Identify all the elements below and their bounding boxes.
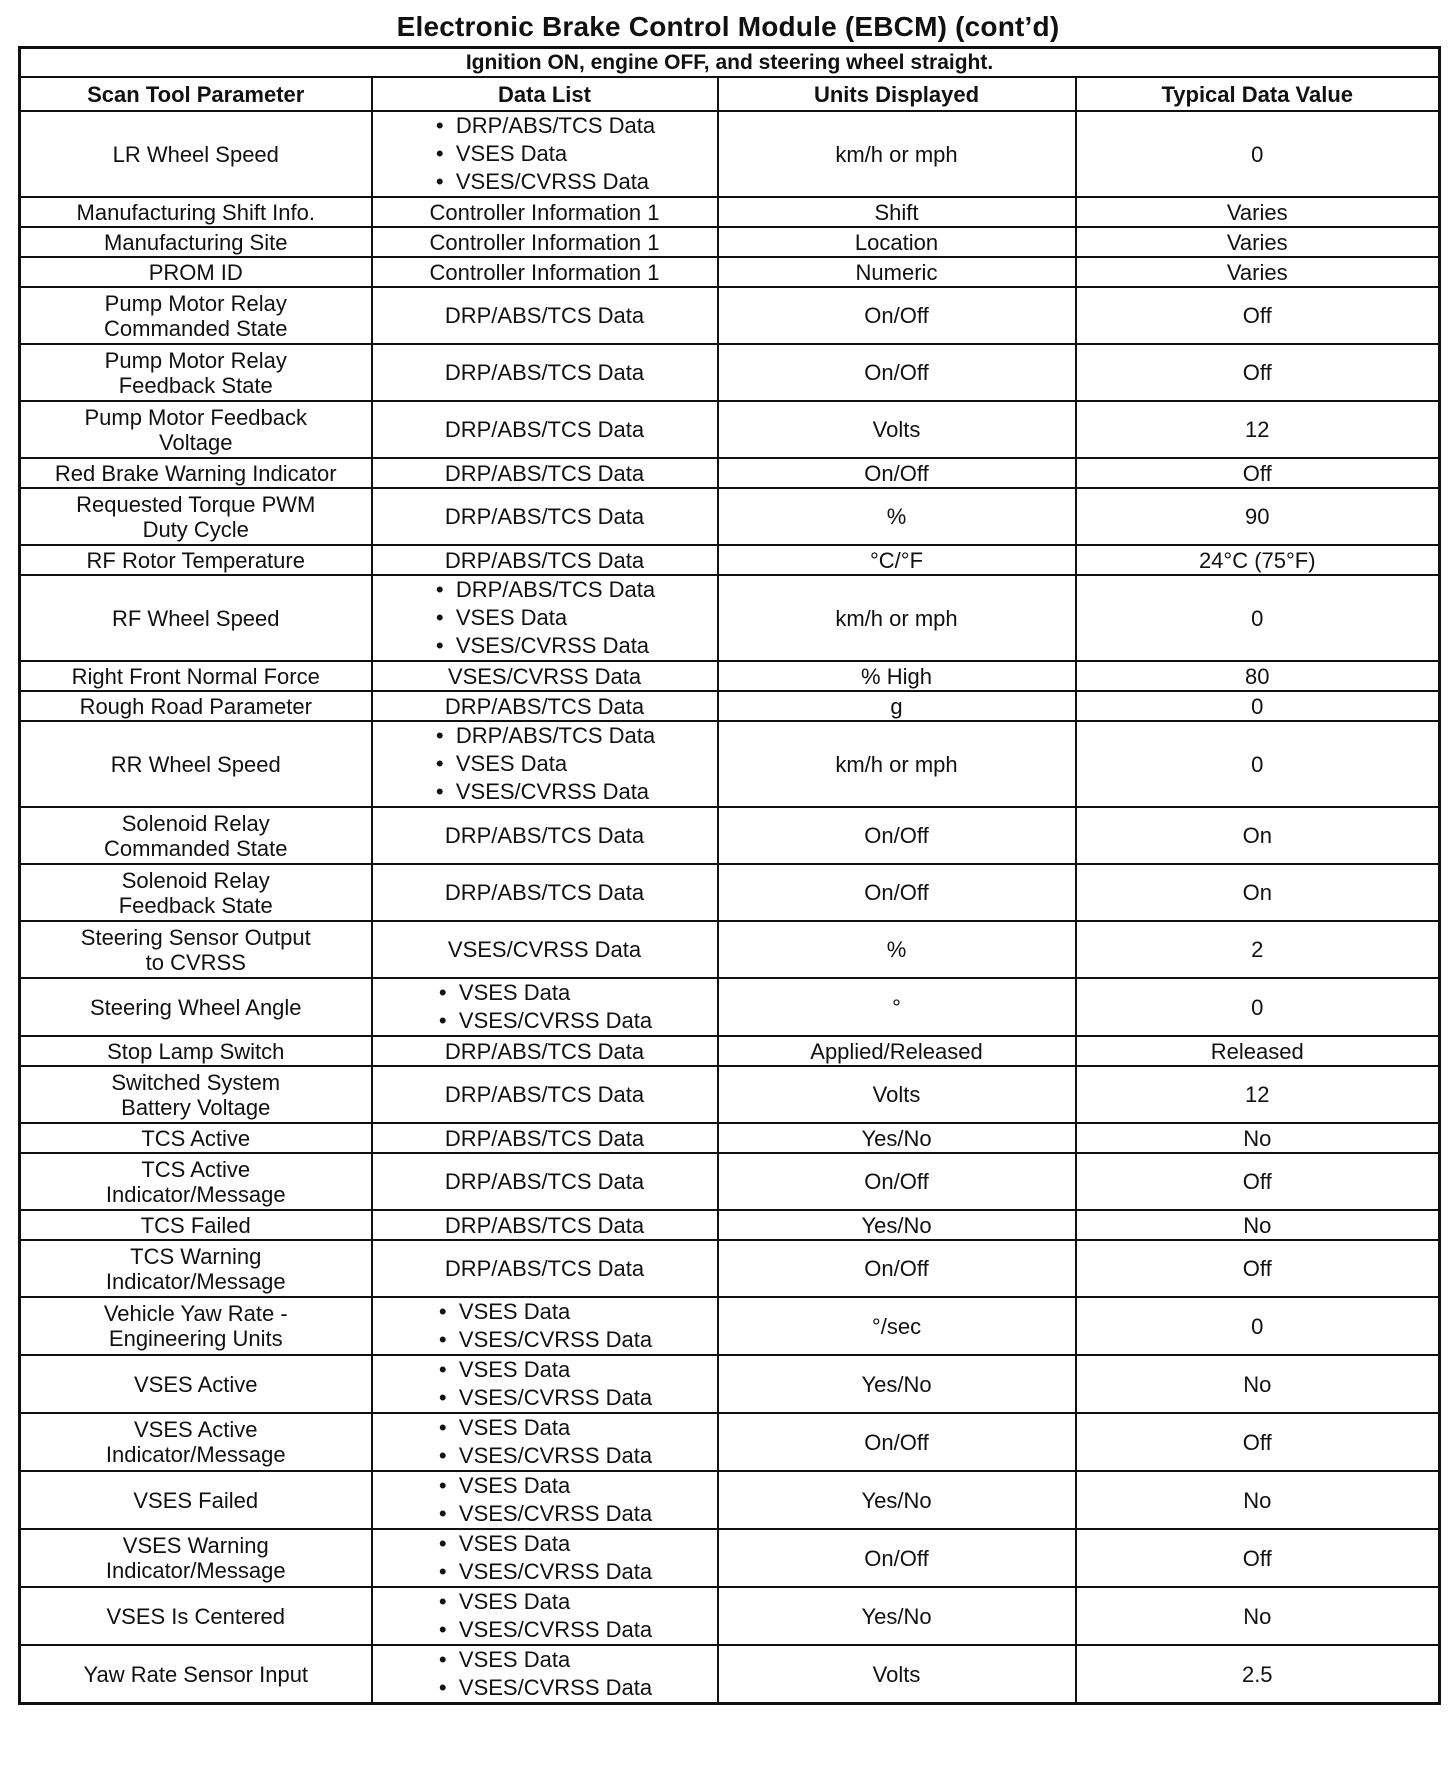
cell-data-list: DRP/ABS/TCS Data xyxy=(372,401,718,458)
cell-parameter: TCS Warning Indicator/Message xyxy=(20,1240,372,1297)
cell-typical-value: No xyxy=(1076,1587,1440,1645)
cell-units-displayed: Yes/No xyxy=(718,1355,1076,1413)
table-row xyxy=(20,1123,1440,1153)
cell-data-list xyxy=(372,1529,718,1587)
cell-data-list: DRP/ABS/TCS Data xyxy=(372,1036,718,1066)
cell-typical-value: Varies xyxy=(1076,197,1440,227)
table-row xyxy=(20,287,1440,344)
cell-units-displayed: % xyxy=(718,921,1076,978)
cell-data-list: DRP/ABS/TCS Data xyxy=(372,488,718,545)
cell-parameter: LR Wheel Speed xyxy=(20,111,372,197)
cell-parameter: Solenoid Relay Commanded State xyxy=(20,807,372,864)
table-row xyxy=(20,545,1440,575)
cell-typical-value: 80 xyxy=(1076,661,1440,691)
data-list-item: • VSES Data xyxy=(437,1414,652,1442)
cell-parameter: TCS Active Indicator/Message xyxy=(20,1153,372,1210)
cell-data-list xyxy=(372,1471,718,1529)
table-row xyxy=(20,1297,1440,1355)
cell-typical-value: No xyxy=(1076,1210,1440,1240)
cell-parameter: VSES Is Centered xyxy=(20,1587,372,1645)
cell-units-displayed: On/Off xyxy=(718,864,1076,921)
cell-parameter: Right Front Normal Force xyxy=(20,661,372,691)
data-list-item: • VSES Data xyxy=(437,1356,652,1384)
cell-parameter: TCS Active xyxy=(20,1123,372,1153)
cell-typical-value: 0 xyxy=(1076,575,1440,661)
cell-units-displayed: Yes/No xyxy=(718,1210,1076,1240)
cell-units-displayed: Volts xyxy=(718,401,1076,458)
cell-units-displayed: Yes/No xyxy=(718,1123,1076,1153)
cell-parameter: Manufacturing Site xyxy=(20,227,372,257)
cell-parameter: Manufacturing Shift Info. xyxy=(20,197,372,227)
data-list-bullets xyxy=(437,1356,652,1412)
cell-data-list: DRP/ABS/TCS Data xyxy=(372,344,718,401)
table-row xyxy=(20,197,1440,227)
table-row xyxy=(20,978,1440,1036)
data-list-item: • VSES/CVRSS Data xyxy=(437,1558,652,1586)
cell-parameter: Rough Road Parameter xyxy=(20,691,372,721)
cell-typical-value: No xyxy=(1076,1471,1440,1529)
cell-typical-value: 90 xyxy=(1076,488,1440,545)
cell-typical-value: Off xyxy=(1076,1529,1440,1587)
cell-typical-value: 0 xyxy=(1076,721,1440,807)
data-list-bullets xyxy=(434,576,655,660)
table-row xyxy=(20,921,1440,978)
cell-units-displayed: On/Off xyxy=(718,1153,1076,1210)
cell-typical-value: Off xyxy=(1076,1240,1440,1297)
table-row xyxy=(20,1529,1440,1587)
cell-units-displayed: Yes/No xyxy=(718,1587,1076,1645)
cell-parameter: Requested Torque PWM Duty Cycle xyxy=(20,488,372,545)
table-row xyxy=(20,1471,1440,1529)
cell-typical-value: Released xyxy=(1076,1036,1440,1066)
table-row xyxy=(20,864,1440,921)
data-list-item: • VSES/CVRSS Data xyxy=(437,1616,652,1644)
cell-units-displayed: km/h or mph xyxy=(718,575,1076,661)
cell-data-list: DRP/ABS/TCS Data xyxy=(372,545,718,575)
cell-parameter: VSES Failed xyxy=(20,1471,372,1529)
data-list-bullets xyxy=(437,1588,652,1644)
cell-data-list xyxy=(372,978,718,1036)
cell-data-list: DRP/ABS/TCS Data xyxy=(372,1066,718,1123)
table-row xyxy=(20,1153,1440,1210)
cell-data-list: VSES/CVRSS Data xyxy=(372,661,718,691)
cell-parameter: Red Brake Warning Indicator xyxy=(20,458,372,488)
table-row xyxy=(20,227,1440,257)
cell-parameter: Vehicle Yaw Rate - Engineering Units xyxy=(20,1297,372,1355)
table-row xyxy=(20,458,1440,488)
cell-parameter: PROM ID xyxy=(20,257,372,287)
cell-units-displayed: On/Off xyxy=(718,807,1076,864)
cell-data-list xyxy=(372,1645,718,1704)
cell-typical-value: 12 xyxy=(1076,401,1440,458)
cell-typical-value: Varies xyxy=(1076,257,1440,287)
data-list-bullets xyxy=(434,722,655,806)
document-title: Electronic Brake Control Module (EBCM) (cont’d) xyxy=(396,11,1060,42)
table-row xyxy=(20,1587,1440,1645)
table-row xyxy=(20,691,1440,721)
table-row xyxy=(20,721,1440,807)
data-list-item: • VSES Data xyxy=(437,979,652,1007)
cell-parameter: VSES Active Indicator/Message xyxy=(20,1413,372,1471)
data-list-bullets xyxy=(437,979,652,1035)
cell-data-list: DRP/ABS/TCS Data xyxy=(372,1210,718,1240)
cell-parameter: RF Wheel Speed xyxy=(20,575,372,661)
cell-parameter: Steering Wheel Angle xyxy=(20,978,372,1036)
cell-data-list xyxy=(372,1297,718,1355)
data-list-item: • DRP/ABS/TCS Data xyxy=(434,576,655,604)
cell-typical-value: 0 xyxy=(1076,691,1440,721)
cell-parameter: Pump Motor Relay Feedback State xyxy=(20,344,372,401)
cell-parameter: Yaw Rate Sensor Input xyxy=(20,1645,372,1704)
data-list-item: • VSES Data xyxy=(434,604,655,632)
cell-typical-value: Off xyxy=(1076,287,1440,344)
cell-parameter: VSES Warning Indicator/Message xyxy=(20,1529,372,1587)
data-list-item: • VSES Data xyxy=(437,1530,652,1558)
cell-units-displayed: Location xyxy=(718,227,1076,257)
cell-parameter: TCS Failed xyxy=(20,1210,372,1240)
table-row xyxy=(20,257,1440,287)
data-list-item: • VSES Data xyxy=(437,1588,652,1616)
cell-units-displayed: Numeric xyxy=(718,257,1076,287)
cell-units-displayed: Yes/No xyxy=(718,1471,1076,1529)
table-row xyxy=(20,807,1440,864)
cell-typical-value: No xyxy=(1076,1355,1440,1413)
cell-units-displayed: km/h or mph xyxy=(718,111,1076,197)
cell-data-list: DRP/ABS/TCS Data xyxy=(372,458,718,488)
scan-tool-data-table xyxy=(18,46,1441,1705)
cell-parameter: VSES Active xyxy=(20,1355,372,1413)
data-list-bullets xyxy=(437,1646,652,1702)
cell-data-list xyxy=(372,1413,718,1471)
cell-units-displayed: On/Off xyxy=(718,287,1076,344)
table-row xyxy=(20,1240,1440,1297)
data-list-item: • VSES/CVRSS Data xyxy=(434,778,655,806)
cell-parameter: RF Rotor Temperature xyxy=(20,545,372,575)
cell-units-displayed: Volts xyxy=(718,1645,1076,1704)
cell-data-list: Controller Information 1 xyxy=(372,227,718,257)
cell-typical-value: 2.5 xyxy=(1076,1645,1440,1704)
cell-units-displayed: Shift xyxy=(718,197,1076,227)
data-list-item: • VSES/CVRSS Data xyxy=(434,168,655,196)
data-list-item: • VSES/CVRSS Data xyxy=(437,1384,652,1412)
table-row xyxy=(20,111,1440,197)
table-row xyxy=(20,488,1440,545)
cell-units-displayed: °/sec xyxy=(718,1297,1076,1355)
cell-units-displayed: On/Off xyxy=(718,1413,1076,1471)
table-row xyxy=(20,401,1440,458)
cell-units-displayed: On/Off xyxy=(718,458,1076,488)
cell-units-displayed: % High xyxy=(718,661,1076,691)
table-row xyxy=(20,1413,1440,1471)
cell-data-list xyxy=(372,575,718,661)
table-row xyxy=(20,1066,1440,1123)
header-data-list: Data List xyxy=(372,77,718,111)
cell-data-list: DRP/ABS/TCS Data xyxy=(372,807,718,864)
cell-typical-value: Off xyxy=(1076,1153,1440,1210)
data-list-item: • VSES/CVRSS Data xyxy=(437,1326,652,1354)
cell-typical-value: 0 xyxy=(1076,1297,1440,1355)
cell-units-displayed: °C/°F xyxy=(718,545,1076,575)
cell-data-list xyxy=(372,721,718,807)
cell-data-list xyxy=(372,1587,718,1645)
cell-typical-value: 0 xyxy=(1076,111,1440,197)
header-row xyxy=(20,77,1440,111)
data-list-item: • VSES/CVRSS Data xyxy=(437,1007,652,1035)
cell-typical-value: 24°C (75°F) xyxy=(1076,545,1440,575)
header-scan-tool-parameter: Scan Tool Parameter xyxy=(20,77,372,111)
cell-data-list: VSES/CVRSS Data xyxy=(372,921,718,978)
cell-typical-value: Off xyxy=(1076,458,1440,488)
condition-row xyxy=(20,48,1440,78)
data-list-item: • VSES Data xyxy=(437,1646,652,1674)
cell-typical-value: Off xyxy=(1076,1413,1440,1471)
cell-units-displayed: On/Off xyxy=(718,344,1076,401)
cell-units-displayed: % xyxy=(718,488,1076,545)
data-list-item: • VSES/CVRSS Data xyxy=(437,1500,652,1528)
data-list-bullets xyxy=(437,1414,652,1470)
header-units-displayed: Units Displayed xyxy=(718,77,1076,111)
table-row xyxy=(20,575,1440,661)
cell-data-list: Controller Information 1 xyxy=(372,197,718,227)
document-page xyxy=(18,10,1438,1705)
cell-data-list: DRP/ABS/TCS Data xyxy=(372,287,718,344)
data-list-bullets xyxy=(437,1298,652,1354)
table-body xyxy=(20,111,1440,1704)
cell-typical-value: 12 xyxy=(1076,1066,1440,1123)
cell-parameter: Switched System Battery Voltage xyxy=(20,1066,372,1123)
cell-units-displayed: km/h or mph xyxy=(718,721,1076,807)
table-row xyxy=(20,1210,1440,1240)
cell-typical-value: Off xyxy=(1076,344,1440,401)
cell-parameter: Steering Sensor Output to CVRSS xyxy=(20,921,372,978)
data-list-item: • VSES/CVRSS Data xyxy=(434,632,655,660)
cell-data-list xyxy=(372,1355,718,1413)
cell-parameter: Solenoid Relay Feedback State xyxy=(20,864,372,921)
data-list-item: • VSES Data xyxy=(437,1298,652,1326)
data-list-bullets xyxy=(437,1472,652,1528)
data-list-item: • DRP/ABS/TCS Data xyxy=(434,112,655,140)
data-list-bullets xyxy=(434,112,655,196)
cell-units-displayed: g xyxy=(718,691,1076,721)
header-typical-data-value: Typical Data Value xyxy=(1076,77,1440,111)
cell-data-list: DRP/ABS/TCS Data xyxy=(372,1240,718,1297)
cell-parameter: Pump Motor Feedback Voltage xyxy=(20,401,372,458)
cell-units-displayed: On/Off xyxy=(718,1240,1076,1297)
cell-data-list: DRP/ABS/TCS Data xyxy=(372,691,718,721)
data-list-item: • VSES Data xyxy=(434,750,655,778)
cell-parameter: RR Wheel Speed xyxy=(20,721,372,807)
condition-text: Ignition ON, engine OFF, and steering wheel straight. xyxy=(20,48,1440,78)
table-row xyxy=(20,1036,1440,1066)
data-list-bullets xyxy=(437,1530,652,1586)
data-list-item: • VSES Data xyxy=(434,140,655,168)
table-row xyxy=(20,1645,1440,1704)
cell-units-displayed: On/Off xyxy=(718,1529,1076,1587)
cell-data-list: DRP/ABS/TCS Data xyxy=(372,1123,718,1153)
table-row xyxy=(20,344,1440,401)
cell-typical-value: 2 xyxy=(1076,921,1440,978)
cell-units-displayed: ° xyxy=(718,978,1076,1036)
cell-typical-value: On xyxy=(1076,807,1440,864)
table-row xyxy=(20,1355,1440,1413)
cell-typical-value: On xyxy=(1076,864,1440,921)
cell-parameter: Stop Lamp Switch xyxy=(20,1036,372,1066)
cell-units-displayed: Applied/Released xyxy=(718,1036,1076,1066)
cell-data-list: DRP/ABS/TCS Data xyxy=(372,1153,718,1210)
data-list-item: • VSES/CVRSS Data xyxy=(437,1674,652,1702)
data-list-item: • VSES Data xyxy=(437,1472,652,1500)
table-row xyxy=(20,661,1440,691)
cell-units-displayed: Volts xyxy=(718,1066,1076,1123)
cell-data-list xyxy=(372,111,718,197)
cell-data-list: Controller Information 1 xyxy=(372,257,718,287)
cell-data-list: DRP/ABS/TCS Data xyxy=(372,864,718,921)
data-list-item: • VSES/CVRSS Data xyxy=(437,1442,652,1470)
cell-typical-value: No xyxy=(1076,1123,1440,1153)
cell-parameter: Pump Motor Relay Commanded State xyxy=(20,287,372,344)
cell-typical-value: 0 xyxy=(1076,978,1440,1036)
cell-typical-value: Varies xyxy=(1076,227,1440,257)
data-list-item: • DRP/ABS/TCS Data xyxy=(434,722,655,750)
